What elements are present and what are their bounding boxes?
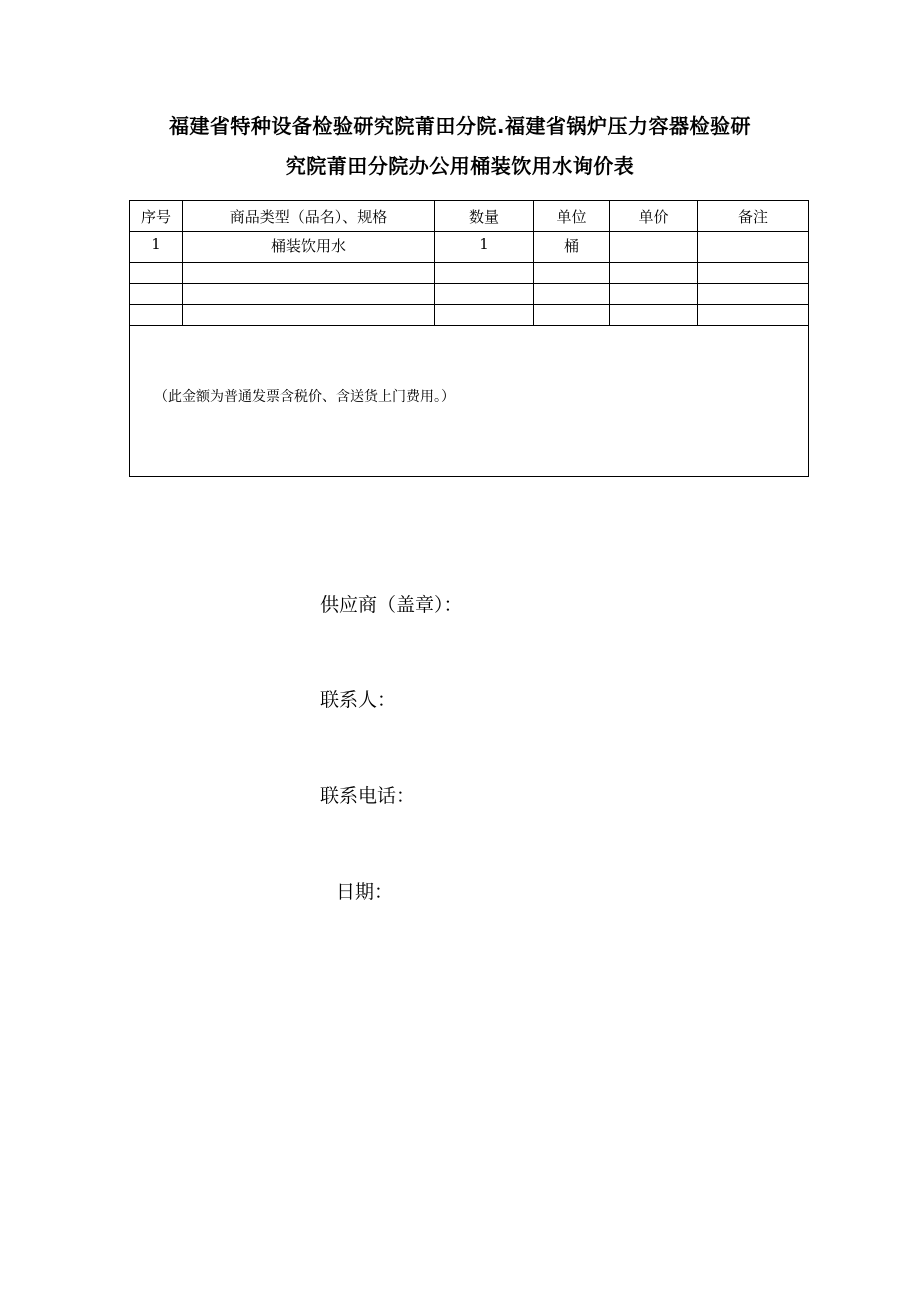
document-title-line-1: 福建省特种设备检验研究院莆田分院.福建省锅炉压力容器检验研 <box>168 114 752 138</box>
header-cell-quantity: 数量 <box>435 201 534 232</box>
table-row <box>130 263 809 284</box>
header-cell-remarks: 备注 <box>698 201 809 232</box>
table-cell <box>130 305 183 326</box>
table-cell <box>610 305 698 326</box>
table-cell <box>435 284 534 305</box>
table-cell <box>130 284 183 305</box>
table-row <box>130 305 809 326</box>
header-cell-unit-price: 单价 <box>610 201 698 232</box>
table-row <box>130 232 809 263</box>
table-header-row <box>130 201 809 232</box>
table-cell <box>183 284 435 305</box>
table-cell <box>698 263 809 284</box>
header-cell-item: 商品类型（品名）、规格 <box>183 201 435 232</box>
table-cell <box>698 284 809 305</box>
table-cell: 1 <box>435 232 534 263</box>
table-cell <box>534 263 610 284</box>
table-cell <box>534 284 610 305</box>
table-cell <box>183 305 435 326</box>
table-cell: 桶装饮用水 <box>183 232 435 263</box>
date-label: 日期： <box>336 881 394 903</box>
table-cell <box>610 263 698 284</box>
table-cell <box>610 284 698 305</box>
quote-table <box>129 200 809 477</box>
supplier-label: 供应商（盖章）： <box>320 594 463 616</box>
table-cell <box>698 305 809 326</box>
contact-person-label: 联系人： <box>320 689 397 711</box>
table-cell: 桶 <box>534 232 610 263</box>
table-cell <box>435 263 534 284</box>
table-note: （此金额为普通发票含税价、含送货上门费用。） <box>130 326 809 477</box>
table-cell: 1 <box>130 232 183 263</box>
table-row <box>130 284 809 305</box>
table-cell <box>698 232 809 263</box>
table-cell <box>610 232 698 263</box>
table-cell <box>130 263 183 284</box>
table-cell <box>534 305 610 326</box>
table-note-row <box>130 326 809 477</box>
table-cell <box>183 263 435 284</box>
header-cell-unit: 单位 <box>534 201 610 232</box>
document-title-line-2: 究院莆田分院办公用桶装饮用水询价表 <box>285 154 635 178</box>
contact-phone-label: 联系电话： <box>320 785 416 807</box>
table-cell <box>435 305 534 326</box>
header-cell-index: 序号 <box>130 201 183 232</box>
